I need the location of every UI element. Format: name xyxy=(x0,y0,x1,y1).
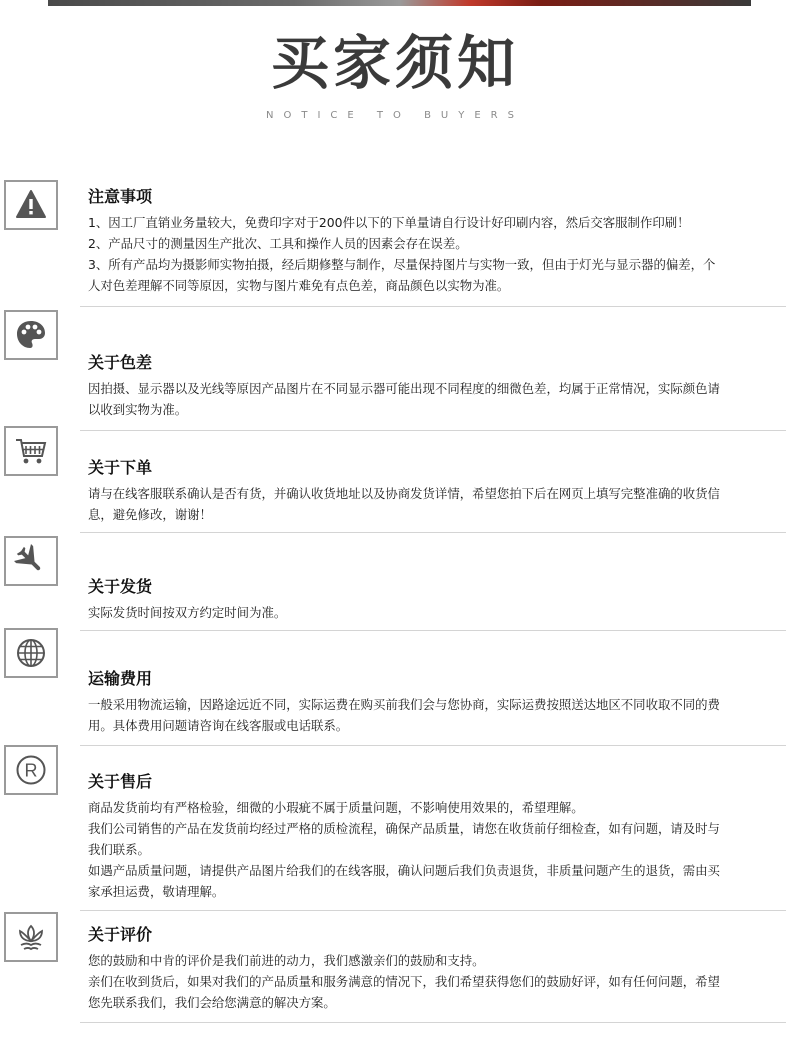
section-title: 运输费用 xyxy=(88,669,153,688)
warning-icon-box xyxy=(4,180,58,230)
section-title: 关于下单 xyxy=(88,458,153,477)
section-title: 关于色差 xyxy=(88,353,153,372)
section-transport-fee xyxy=(88,668,788,736)
section-line: 商品发货前均有严格检验，细微的小瑕疵不属于质量问题，不影响使用效果的，希望理解。 xyxy=(88,800,584,815)
palette-icon xyxy=(14,318,48,352)
lotus-flower-icon xyxy=(14,920,48,954)
shopping-cart-icon xyxy=(14,434,48,468)
divider xyxy=(80,430,786,431)
section-title: 关于售后 xyxy=(88,772,153,791)
divider xyxy=(80,745,786,746)
section-line: 我们联系。 xyxy=(88,842,150,857)
lotus-flower-icon-box xyxy=(4,912,58,962)
divider xyxy=(80,532,786,533)
section-line: 人对色差理解不同等原因，实物与图片难免有点色差，商品颜色以实物为准。 xyxy=(88,278,510,293)
section-line: 我们公司销售的产品在发货前均经过严格的质检流程，确保产品质量，请您在收货前仔细检查，如有问题，请及时与 xyxy=(88,821,720,836)
shopping-cart-icon-box xyxy=(4,426,58,476)
section-line: 1、因工厂直销业务量较大，免费印字对于200件以下的下单量请自行设计好印刷内容，然后交客服制作印刷！ xyxy=(88,215,690,230)
section-title: 关于评价 xyxy=(88,925,153,944)
globe-icon xyxy=(14,636,48,670)
section-title: 注意事项 xyxy=(88,187,153,206)
section-line: 您先联系我们，我们会给您满意的解决方案。 xyxy=(88,995,336,1010)
section-line: 因拍摄、显示器以及光线等原因产品图片在不同显示器可能出现不同程度的细微色差，均属于正常情况，实际颜色请 xyxy=(88,381,720,396)
airplane-icon xyxy=(14,544,48,578)
divider xyxy=(80,910,786,911)
section-reviews xyxy=(88,924,788,1013)
globe-icon-box xyxy=(4,628,58,678)
section-line: 3、所有产品均为摄影师实物拍摄，经后期修整与制作，尽量保持图片与实物一致，但由于灯光与显示器的偏差，个 xyxy=(88,257,716,272)
section-line: 息，避免修改，谢谢！ xyxy=(88,507,212,522)
section-line: 一般采用物流运输，因路途远近不同，实际运费在购买前我们会与您协商，实际运费按照送达地区不同收取不同的费 xyxy=(88,697,720,712)
section-color-difference xyxy=(88,352,788,420)
section-line: 家承担运费，敬请理解。 xyxy=(88,884,225,899)
top-banner-image-strip xyxy=(48,0,751,6)
section-title: 关于发货 xyxy=(88,577,153,596)
palette-icon-box xyxy=(4,310,58,360)
section-after-sales xyxy=(88,771,788,902)
section-shipping xyxy=(88,576,788,623)
page-subtitle: NOTICE TO BUYERS xyxy=(266,110,524,121)
section-ordering xyxy=(88,457,788,525)
registered-icon-box xyxy=(4,745,58,795)
section-line: 请与在线客服联系确认是否有货，并确认收货地址以及协商发货详情，希望您拍下后在网页上填写完整准确的收货信 xyxy=(88,486,720,501)
section-line: 您的鼓励和中肯的评价是我们前进的动力，我们感激亲们的鼓励和支持。 xyxy=(88,953,485,968)
svg-text:R: R xyxy=(24,760,38,781)
section-line: 2、产品尺寸的测量因生产批次、工具和操作人员的因素会存在误差。 xyxy=(88,236,468,251)
divider xyxy=(80,1022,786,1023)
section-line: 亲们在收到货后，如果对我们的产品质量和服务满意的情况下，我们希望获得您们的鼓励好评，如有任何问题，希望 xyxy=(88,974,720,989)
airplane-icon-box xyxy=(4,536,58,586)
divider xyxy=(80,306,786,307)
registered-icon xyxy=(14,753,48,787)
page-title: 买家须知 xyxy=(270,29,519,97)
divider xyxy=(80,630,786,631)
section-line: 以收到实物为准。 xyxy=(88,402,188,417)
warning-icon xyxy=(14,188,48,222)
section-line: 如遇产品质量问题，请提供产品图片给我们的在线客服，确认问题后我们负责退货，非质量问题产生的退货，需由买 xyxy=(88,863,720,878)
section-notice xyxy=(88,186,788,296)
section-line: 实际发货时间按双方约定时间为准。 xyxy=(88,605,287,620)
section-line: 用。具体费用问题请咨询在线客服或电话联系。 xyxy=(88,718,349,733)
